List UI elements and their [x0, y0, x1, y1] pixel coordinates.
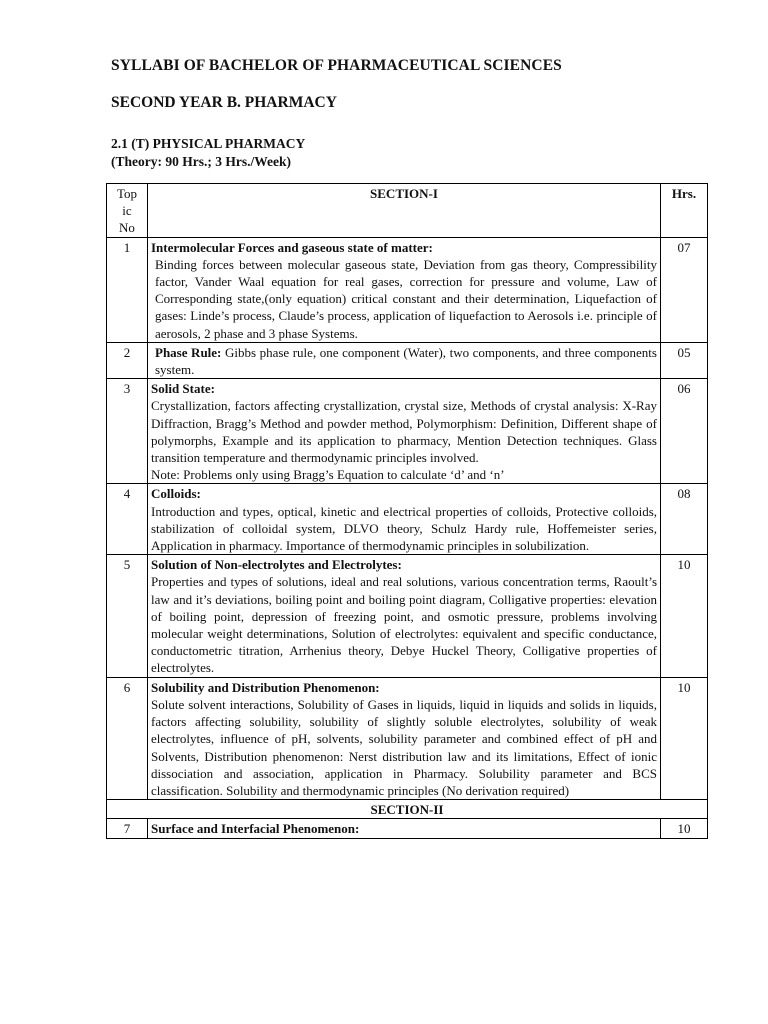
topic-note: Note: Problems only using Bragg’s Equation to calculate ‘d’ and ‘n’	[151, 467, 505, 483]
topic-hours: 10	[661, 677, 708, 799]
topic-description	[148, 677, 661, 799]
topic-title: Phase Rule:	[155, 344, 222, 360]
topic-number: 7	[107, 819, 148, 838]
topic-body	[151, 344, 657, 378]
topic-hours: 05	[661, 342, 708, 378]
topic-body: Solute solvent interactions, Solubility of Gases in liquids, liquid in liquids and solids in liquids, factors affecting solubility, solubility of slightly soluble electrolytes, solubility of weak electrolytes, influence of pH, solvents, solubility parameter and combined effect of pH and Solvents, Distribution phenomenon: Nerst distribution law and its limitations, Effect of ionic dissociation and association, application in Pharmacy. Solubility parameter and BCS classification. Solubility and thermodynamic principles (No derivation required)	[151, 696, 657, 798]
topic-number: 1	[107, 237, 148, 342]
topic-number: 2	[107, 342, 148, 378]
topic-hours: 06	[661, 379, 708, 484]
document-title: SYLLABI OF BACHELOR OF PHARMACEUTICAL SCIENCES	[111, 57, 562, 74]
topic-hours: 10	[661, 819, 708, 838]
topic-title: Solution of Non-electrolytes and Electrolytes:	[151, 557, 402, 573]
topic-description	[148, 819, 661, 838]
topic-hours: 07	[661, 237, 708, 342]
topic-body-text: Gibbs phase rule, one component (Water), two components, and three components system.	[155, 344, 657, 378]
topic-number: 5	[107, 555, 148, 677]
topic-no-header: Top ic No	[107, 184, 148, 238]
topic-body: Crystallization, factors affecting crystallization, crystal size, Methods of crystal analysis: X-Ray Diffraction, Bragg’s Method and powder method, Polymorphism: Definition, Different shape of polymorphs, Example and its application to pharmacy, Mention Detection techniques. Glass transition temperature and thermodynamic principles involved.	[151, 398, 657, 466]
topic-hours: 08	[661, 484, 708, 555]
table-row	[107, 237, 708, 342]
table-row	[107, 484, 708, 555]
section-2-header: SECTION-II	[107, 800, 708, 819]
topic-body: Binding forces between molecular gaseous state, Deviation from gas theory, Compressibility factor, Vander Waal equation for real gases, correction for pressure and volume, Law of Corresponding state,(only equation) critical constant and their determination, Liquefaction of gases: Linde’s process, Claude’s process, application of liquefaction to Aerosols i.e. principle of aerosols, 2 phase and 3 phase Systems.	[155, 256, 657, 341]
topic-description	[148, 484, 661, 555]
topic-title: Solubility and Distribution Phenomenon:	[151, 679, 380, 695]
topic-number: 6	[107, 677, 148, 799]
year-heading: SECOND YEAR B. PHARMACY	[111, 94, 337, 111]
table-row	[107, 555, 708, 677]
syllabus-table	[106, 183, 708, 839]
course-heading	[111, 135, 305, 170]
topic-title: Intermolecular Forces and gaseous state of matter:	[151, 239, 433, 255]
topic-number: 3	[107, 379, 148, 484]
hours-header: Hrs.	[661, 184, 708, 238]
topic-title: Surface and Interfacial Phenomenon:	[151, 821, 360, 837]
table-row	[107, 819, 708, 838]
topic-description	[148, 379, 661, 484]
course-theory-hours: (Theory: 90 Hrs.; 3 Hrs./Week)	[111, 153, 291, 169]
topic-description	[148, 555, 661, 677]
section-2-row	[107, 800, 708, 819]
topic-hours: 10	[661, 555, 708, 677]
topic-title: Colloids:	[151, 486, 201, 502]
topic-description	[148, 342, 661, 378]
course-title: 2.1 (T) PHYSICAL PHARMACY	[111, 136, 306, 151]
topic-number: 4	[107, 484, 148, 555]
topic-body: Properties and types of solutions, ideal and real solutions, various concentration terms, Raoult’s law and it’s deviations, boiling point and boiling point diagram, Colligative properties: elevation of boiling point, depression of freezing point, and osmotic pressure, problems involving molecular weight determinations, Solution of electrolytes: equivalent and specific conductance, conductometric titration, Arrhenius theory, Debye Huckel Theory, Colligative properties of electrolytes.	[151, 574, 657, 676]
topic-title: Solid State:	[151, 381, 215, 397]
topic-body: Introduction and types, optical, kinetic and electrical properties of colloids, Protective colloids, stabilization of colloidal system, DLVO theory, Schulz Hardy rule, Hoffemeister series, Application in pharmacy. Importance of thermodynamic principles in solubilization.	[151, 503, 657, 554]
section-1-header: SECTION-I	[148, 184, 661, 238]
table-row	[107, 677, 708, 799]
table-row	[107, 342, 708, 378]
table-header-row	[107, 184, 708, 238]
table-row	[107, 379, 708, 484]
topic-description	[148, 237, 661, 342]
